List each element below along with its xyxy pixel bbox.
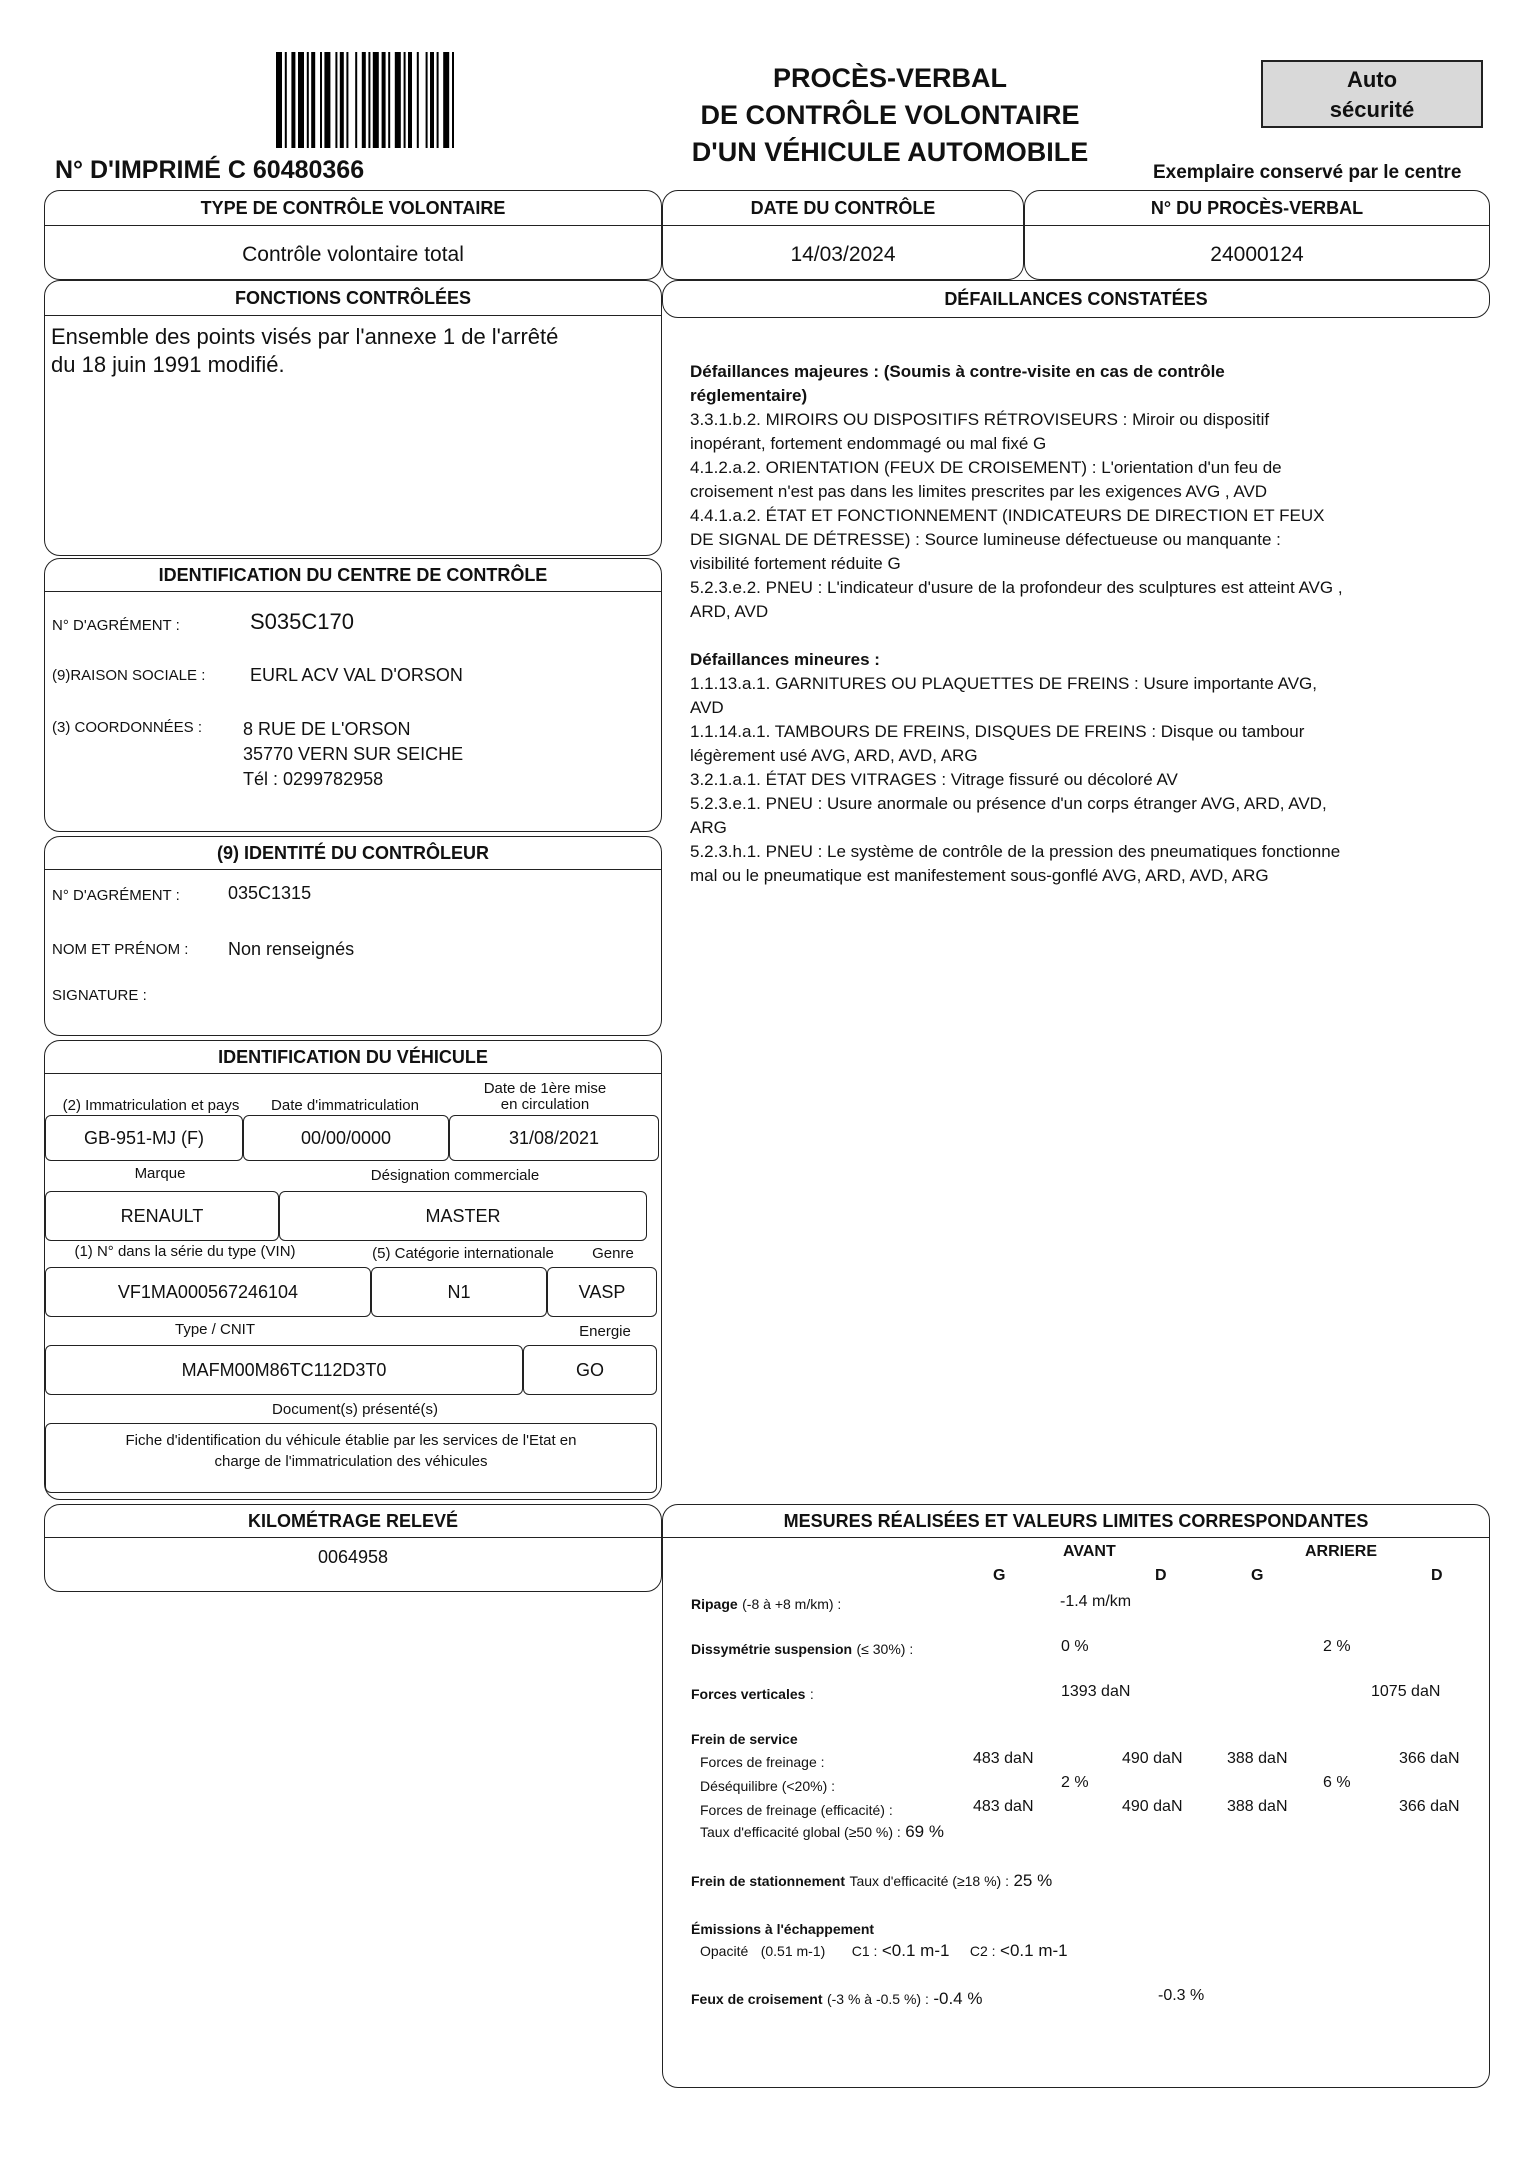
av-g-header: G (993, 1567, 1006, 1584)
deseq-av: 2 % (1061, 1774, 1089, 1791)
controleur-box (44, 836, 662, 1036)
frein-service-label: Frein de service (691, 1731, 798, 1747)
controleur-agrement-label: N° D'AGRÉMENT : (52, 887, 180, 904)
imprime-number: N° D'IMPRIMÉ C 60480366 (55, 156, 365, 184)
emissions-label: Émissions à l'échappement (691, 1921, 875, 1937)
fonctions-label: FONCTIONS CONTRÔLÉES (45, 281, 661, 316)
controleur-label: (9) IDENTITÉ DU CONTRÔLEUR (45, 837, 661, 870)
fonctions-text: Ensemble des points visés par l'annexe 1 de l'arrêté du 18 juin 1991 modifié. (51, 324, 559, 377)
forces-v-row: Forces verticales : (691, 1686, 814, 1702)
centre-agrement-value: S035C170 (250, 609, 354, 634)
mesures-box (662, 1504, 1490, 2088)
num-pv-box (1024, 190, 1490, 280)
centre-coord-value: 8 RUE DE L'ORSON 35770 VERN SUR SEICHE Tél : 0299782958 (243, 719, 464, 789)
feux-d-value: -0.3 % (1158, 1987, 1205, 2004)
ffe-avg: 483 daN (973, 1798, 1034, 1815)
designation-value: MASTER (279, 1191, 647, 1241)
ffe-avd: 490 daN (1122, 1798, 1183, 1815)
centre-agrement-label: N° D'AGRÉMENT : (52, 617, 180, 634)
vin-label: (1) N° dans la série du type (VIN) (74, 1243, 296, 1260)
date-controle-box (662, 190, 1024, 280)
genre-value: VASP (547, 1267, 657, 1317)
date-immat-label: Date d'immatriculation (271, 1097, 419, 1114)
ar-d-header: D (1431, 1567, 1443, 1584)
date-controle-label: DATE DU CONTRÔLE (663, 191, 1023, 226)
ff-avd: 490 daN (1122, 1750, 1183, 1767)
type-controle-box (44, 190, 662, 280)
stationnement-row: Frein de stationnement Taux d'efficacité (≥18 %) : 25 % (691, 1871, 1053, 1890)
type-cnit-label: Type / CNIT (174, 1321, 256, 1338)
designation-label: Désignation commerciale (370, 1167, 540, 1184)
ff-arg: 388 daN (1227, 1750, 1288, 1767)
marque-label: Marque (134, 1165, 186, 1182)
avant-header: AVANT (1063, 1543, 1116, 1560)
date-immat-value: 00/00/0000 (243, 1115, 449, 1161)
num-pv-label: N° DU PROCÈS-VERBAL (1025, 191, 1489, 226)
vin-value: VF1MA000567246104 (45, 1267, 371, 1317)
forces-v-av-value: 1393 daN (1061, 1683, 1131, 1700)
defaillances-header-box (662, 280, 1490, 318)
centre-label: IDENTIFICATION DU CENTRE DE CONTRÔLE (45, 559, 661, 592)
genre-label: Genre (592, 1245, 634, 1262)
deseq-label: Déséquilibre (<20%) : (700, 1778, 836, 1794)
controleur-nom-value: Non renseignés (228, 939, 355, 959)
docs-label: Document(s) présenté(s) (272, 1401, 438, 1418)
defaillances-mineures: Défaillances mineures : 1.1.13.a.1. GARNITURES OU PLAQUETTES DE FREINS : Usure importante AVG, AVD 1.1.14.a.1. TAMBOURS DE FREINS, DISQUES DE FREINS : Disque ou tambour légèrement usé AVG, ARD, AVD, ARG 3.2.1.a.1. ÉTAT DES VITRAGES : Vitrage fissuré ou décoloré AV 5.2.3.e.1. PNEU : Usure anormale ou présence d'un corps étranger AVG, ARD, AVD, ARG 5.2.3.h.1. PNEU : Le système de contrôle de la pression des pneumatiques fonctionne mal ou le pneumatique est manifestement sous-gonflé AVG, ARD, AVD, ARG (690, 650, 1341, 885)
arriere-header: ARRIERE (1305, 1543, 1378, 1560)
centre-coord-label: (3) COORDONNÉES : (52, 719, 203, 736)
dissym-row: Dissymétrie suspension (≤ 30%) : (691, 1641, 914, 1657)
type-cnit-value: MAFM00M86TC112D3T0 (45, 1345, 523, 1395)
categorie-value: N1 (371, 1267, 547, 1317)
forces-freinage-label: Forces de freinage : (700, 1754, 825, 1770)
type-controle-value: Contrôle volontaire total (242, 243, 464, 266)
dissym-ar-value: 2 % (1323, 1638, 1351, 1655)
date-controle-value: 14/03/2024 (790, 243, 896, 266)
brand-logo: Auto sécurité (1261, 60, 1483, 128)
ar-g-header: G (1251, 1567, 1264, 1584)
marque-value: RENAULT (45, 1191, 279, 1241)
controleur-nom-label: NOM ET PRÉNOM : (52, 941, 189, 958)
vehicule-box (44, 1040, 662, 1500)
kilometrage-value: 0064958 (317, 1547, 389, 1567)
kilometrage-box (44, 1504, 662, 1592)
ripage-value: -1.4 m/km (1060, 1593, 1132, 1610)
controleur-signature-label: SIGNATURE : (52, 987, 147, 1004)
centre-raison-label: (9)RAISON SOCIALE : (52, 667, 206, 684)
feux-row: Feux de croisement (-3 % à -0.5 %) : -0.4 % (691, 1989, 983, 2008)
ffe-ard: 366 daN (1399, 1798, 1460, 1815)
document-title: PROCÈS-VERBAL DE CONTRÔLE VOLONTAIRE D'UN VÉHICULE AUTOMOBILE (691, 63, 1089, 167)
forces-v-ar-value: 1075 daN (1371, 1683, 1441, 1700)
centre-box (44, 558, 662, 832)
ffe-arg: 388 daN (1227, 1798, 1288, 1815)
type-controle-label: TYPE DE CONTRÔLE VOLONTAIRE (45, 191, 661, 226)
energie-label: Energie (579, 1323, 631, 1340)
centre-raison-value: EURL ACV VAL D'ORSON (250, 665, 463, 685)
mesures-label: MESURES RÉALISÉES ET VALEURS LIMITES CORRESPONDANTES (663, 1505, 1489, 1538)
immat-label: (2) Immatriculation et pays (62, 1097, 240, 1114)
deseq-ar: 6 % (1323, 1774, 1351, 1791)
av-d-header: D (1155, 1567, 1167, 1584)
ffe-label: Forces de freinage (efficacité) : (700, 1802, 893, 1818)
num-pv-value: 24000124 (1210, 243, 1304, 266)
mise-circ-value: 31/08/2021 (449, 1115, 659, 1161)
defaillances-majeures: Défaillances majeures : (Soumis à contre-visite en cas de contrôle réglementaire) 3.3.1.b.2. MIROIRS OU DISPOSITIFS RÉTROVISEURS : Miroir ou dispositif inopérant, fortement endommagé ou mal fixé G 4.1.2.a.2. ORIENTATION (FEUX DE CROISEMENT) : L'orientation d'un feu de croisement n'est pas dans les limites prescrites par les exigences AVG , AVD 4.4.1.a.2. ÉTAT ET FONCTIONNEMENT (INDICATEURS DE DIRECTION ET FEUX DE SIGNAL DE DÉTRESSE) : Source lumineuse défectueuse ou manquante : visibilité fortement réduite G 5.2.3.e.2. PNEU : L'indicateur d'usure de la profondeur des sculptures est atteint AVG , ARD, AVD (690, 362, 1343, 621)
vehicule-label: IDENTIFICATION DU VÉHICULE (45, 1041, 661, 1074)
exemplaire-note: Exemplaire conservé par le centre (1153, 162, 1462, 183)
immat-value: GB-951-MJ (F) (45, 1115, 243, 1161)
dissym-av-value: 0 % (1061, 1638, 1089, 1655)
energie-value: GO (523, 1345, 657, 1395)
mise-circ-label: Date de 1ère mise en circulation (483, 1080, 607, 1113)
controleur-agrement-value: 035C1315 (228, 883, 312, 903)
kilometrage-label: KILOMÉTRAGE RELEVÉ (45, 1505, 661, 1538)
taux-global-row: Taux d'efficacité global (≥50 %) : 69 % (700, 1822, 944, 1841)
barcode-icon (276, 52, 524, 148)
ff-avg: 483 daN (973, 1750, 1034, 1767)
defaillances-label: DÉFAILLANCES CONSTATÉES (944, 289, 1208, 309)
opacite-row: Opacité (0.51 m-1) C1 : <0.1 m-1 C2 : <0.1 m-1 (700, 1941, 1068, 1960)
ripage-row: Ripage (-8 à +8 m/km) : (691, 1596, 842, 1612)
ff-ard: 366 daN (1399, 1750, 1460, 1767)
docs-value: Fiche d'identification du véhicule établie par les services de l'Etat en charge de l'immatriculation des véhicules (45, 1423, 657, 1493)
fonctions-box (44, 280, 662, 556)
categorie-label: (5) Catégorie internationale (372, 1245, 554, 1262)
